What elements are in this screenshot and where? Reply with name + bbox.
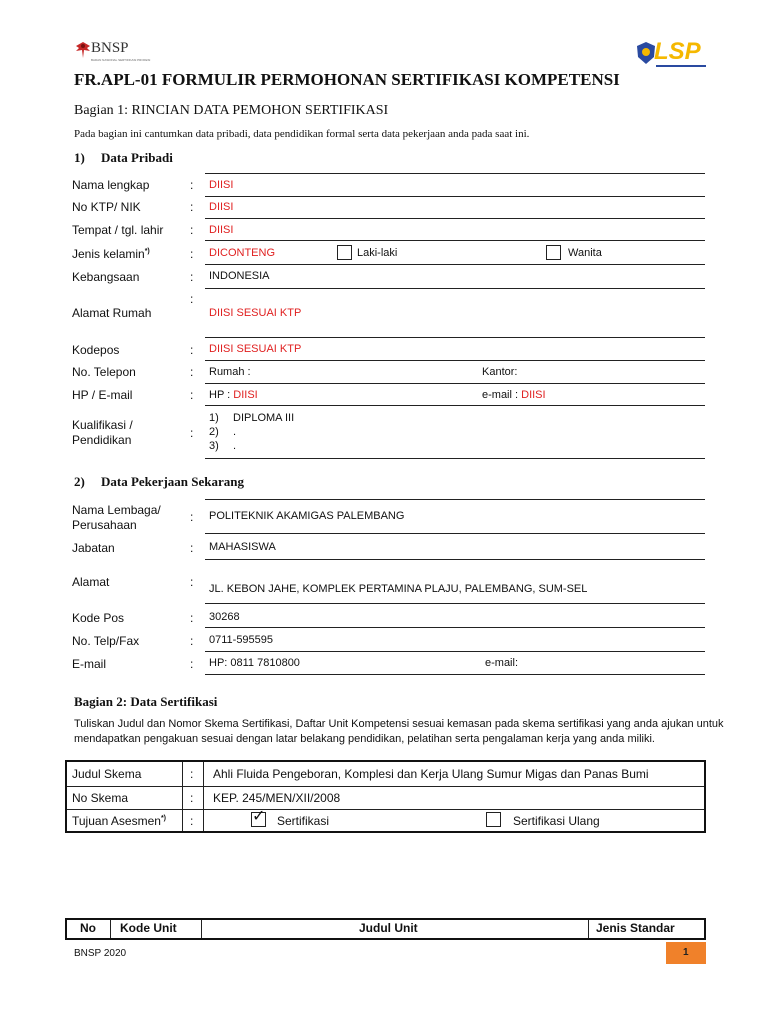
email-kantor-value[interactable]: e-mail: xyxy=(485,657,519,669)
hp-field[interactable] xyxy=(209,389,258,401)
jabatan-value[interactable]: MAHASISWA xyxy=(209,541,276,553)
ttl-value[interactable]: DIISI xyxy=(209,224,234,236)
colon: : xyxy=(190,270,194,284)
lsp-logo xyxy=(636,40,710,68)
no-skema-label: No Skema xyxy=(72,791,129,805)
alamat-kantor-value[interactable]: JL. KEBON JAHE, KOMPLEK PERTAMINA PLAJU, PALEMBANG, SUM-SEL xyxy=(209,583,588,595)
data-pribadi-number: 1) xyxy=(74,150,85,165)
ktp-label: No KTP/ NIK xyxy=(72,200,141,214)
garuda-icon xyxy=(74,40,92,60)
nama-value[interactable]: DIISI xyxy=(209,179,234,191)
sertifikasi-label: Sertifikasi xyxy=(277,814,330,828)
colon: : xyxy=(190,178,194,192)
unit-header-judul: Judul Unit xyxy=(359,921,418,935)
section1-heading: Bagian 1: RINCIAN DATA PEMOHON SERTIFIKASI xyxy=(74,103,389,118)
colon: : xyxy=(190,223,194,237)
page-number-badge xyxy=(666,942,706,964)
page-title: FR.APL-01 FORMULIR PERMOHONAN SERTIFIKASI KOMPETENSI xyxy=(74,70,620,89)
colon: : xyxy=(190,767,194,781)
kualifikasi-num: 2) xyxy=(209,426,219,438)
telp-fax-label: No. Telp/Fax xyxy=(72,634,140,648)
email-kantor-label: E-mail xyxy=(72,657,107,671)
alamat-kantor-label: Alamat xyxy=(72,575,110,589)
ktp-value[interactable]: DIISI xyxy=(209,201,234,213)
colon: : xyxy=(190,611,194,625)
tujuan-marker: *) xyxy=(160,815,167,822)
gender-male-checkbox[interactable] xyxy=(337,245,352,260)
judul-skema-value[interactable]: Ahli Fluida Pengeboran, Komplesi dan Kerja Ulang Sumur Migas dan Panas Bumi xyxy=(213,767,649,781)
section1-intro: Pada bagian ini cantumkan data pribadi, data pendidikan formal serta data pekerjaan anda pada saat ini. xyxy=(74,128,530,140)
kebangsaan-label: Kebangsaan xyxy=(72,270,140,284)
telepon-rumah[interactable]: Rumah : xyxy=(209,366,251,378)
colon: : xyxy=(190,200,194,214)
kualifikasi-item[interactable] xyxy=(209,440,237,452)
telp-fax-value[interactable]: 0711-595595 xyxy=(209,634,274,646)
colon: : xyxy=(190,541,194,555)
lsp-logo-text: LSP xyxy=(654,38,701,65)
section2-intro-1: Tuliskan Judul dan Nomor Skema Sertifikasi, Daftar Unit Kompetensi sesuai kemasan pada skema sertifikasi yang anda ajukan untuk xyxy=(74,718,724,730)
colon: : xyxy=(190,634,194,648)
check-mark-icon: ✓ xyxy=(252,808,266,825)
gender-marker: *) xyxy=(144,248,150,255)
sertifikasi-ulang-label: Sertifikasi Ulang xyxy=(513,814,600,828)
hp-value: DIISI xyxy=(233,389,258,401)
data-pribadi-heading: Data Pribadi xyxy=(101,150,173,165)
colon: : xyxy=(190,657,194,671)
section2-intro-2: mendapatkan pengakuan sesuai dengan latar belakang pendidikan, pelatihan serta pengalaman kerja yang anda miliki. xyxy=(74,733,655,745)
ttl-label: Tempat / tgl. lahir xyxy=(72,223,164,237)
kualifikasi-item[interactable] xyxy=(209,412,295,424)
email-value: DIISI xyxy=(521,389,546,401)
gender-label-text: Jenis kelamin xyxy=(72,247,145,261)
gender-female-label: Wanita xyxy=(568,247,602,259)
kualifikasi-text: . xyxy=(233,426,237,438)
lembaga-label-2: Perusahaan xyxy=(72,518,137,532)
kodepos-value[interactable]: DIISI SESUAI KTP xyxy=(209,343,302,355)
lsp-emblem-icon xyxy=(636,41,656,65)
unit-header-no: No xyxy=(80,921,96,935)
telepon-label: No. Telepon xyxy=(72,365,136,379)
judul-skema-label: Judul Skema xyxy=(72,767,142,781)
telepon-kantor[interactable]: Kantor: xyxy=(482,366,518,378)
colon: : xyxy=(190,426,194,440)
gender-female-checkbox[interactable] xyxy=(546,245,561,260)
gender-label xyxy=(72,247,150,261)
hp-prefix: HP : xyxy=(209,389,231,401)
kualifikasi-item[interactable] xyxy=(209,426,237,438)
lembaga-label-1: Nama Lembaga/ xyxy=(72,503,161,517)
email-prefix: e-mail : xyxy=(482,389,519,401)
kode-pos-label: Kode Pos xyxy=(72,611,125,625)
kualifikasi-text: DIPLOMA III xyxy=(233,412,295,424)
unit-header-kode: Kode Unit xyxy=(120,921,177,935)
section2-heading: Bagian 2: Data Sertifikasi xyxy=(74,694,218,709)
bnsp-logo-text: BNSP xyxy=(91,40,129,56)
gender-value: DICONTENG xyxy=(209,247,275,259)
colon: : xyxy=(190,343,194,357)
email-kantor-hp[interactable]: HP: 0811 7810800 xyxy=(209,657,300,669)
data-pekerjaan-heading: Data Pekerjaan Sekarang xyxy=(101,474,244,489)
gender-male-label: Laki-laki xyxy=(357,247,398,259)
kualifikasi-label-1: Kualifikasi / xyxy=(72,418,133,432)
tujuan-label-text: Tujuan Asesmen xyxy=(72,814,161,828)
sertifikasi-ulang-checkbox[interactable] xyxy=(486,812,501,827)
no-skema-value[interactable]: KEP. 245/MEN/XII/2008 xyxy=(213,791,341,805)
colon: : xyxy=(190,292,194,306)
bnsp-logo xyxy=(74,40,151,64)
colon: : xyxy=(190,388,194,402)
colon: : xyxy=(190,791,194,805)
alamat-rumah-label: Alamat Rumah xyxy=(72,306,152,320)
alamat-rumah-value[interactable]: DIISI SESUAI KTP xyxy=(209,307,302,319)
colon: : xyxy=(190,510,194,524)
colon: : xyxy=(190,247,194,261)
jabatan-label: Jabatan xyxy=(72,541,115,555)
kodepos-label: Kodepos xyxy=(72,343,120,357)
tujuan-label xyxy=(72,814,166,828)
footer-left: BNSP 2020 xyxy=(74,948,127,959)
colon: : xyxy=(190,365,194,379)
kebangsaan-value[interactable]: INDONESIA xyxy=(209,270,270,282)
email-field[interactable] xyxy=(482,389,546,401)
data-pekerjaan-number: 2) xyxy=(74,474,85,489)
kualifikasi-num: 3) xyxy=(209,440,219,452)
kualifikasi-label-2: Pendidikan xyxy=(72,433,132,447)
page-number: 1 xyxy=(683,947,689,958)
unit-header-jenis: Jenis Standar xyxy=(596,921,675,935)
hp-label: HP / E-mail xyxy=(72,388,133,402)
kode-pos-value[interactable]: 30268 xyxy=(209,611,240,623)
sertifikasi-checkbox[interactable] xyxy=(251,808,266,827)
nama-label: Nama lengkap xyxy=(72,178,150,192)
colon: : xyxy=(190,814,194,828)
lembaga-value[interactable]: POLITEKNIK AKAMIGAS PALEMBANG xyxy=(209,510,405,522)
kualifikasi-text: . xyxy=(233,440,237,452)
colon: : xyxy=(190,575,194,589)
bnsp-tagline: BADAN NASIONAL SERTIFIKASI PROFESI xyxy=(91,58,151,62)
kualifikasi-num: 1) xyxy=(209,412,219,424)
